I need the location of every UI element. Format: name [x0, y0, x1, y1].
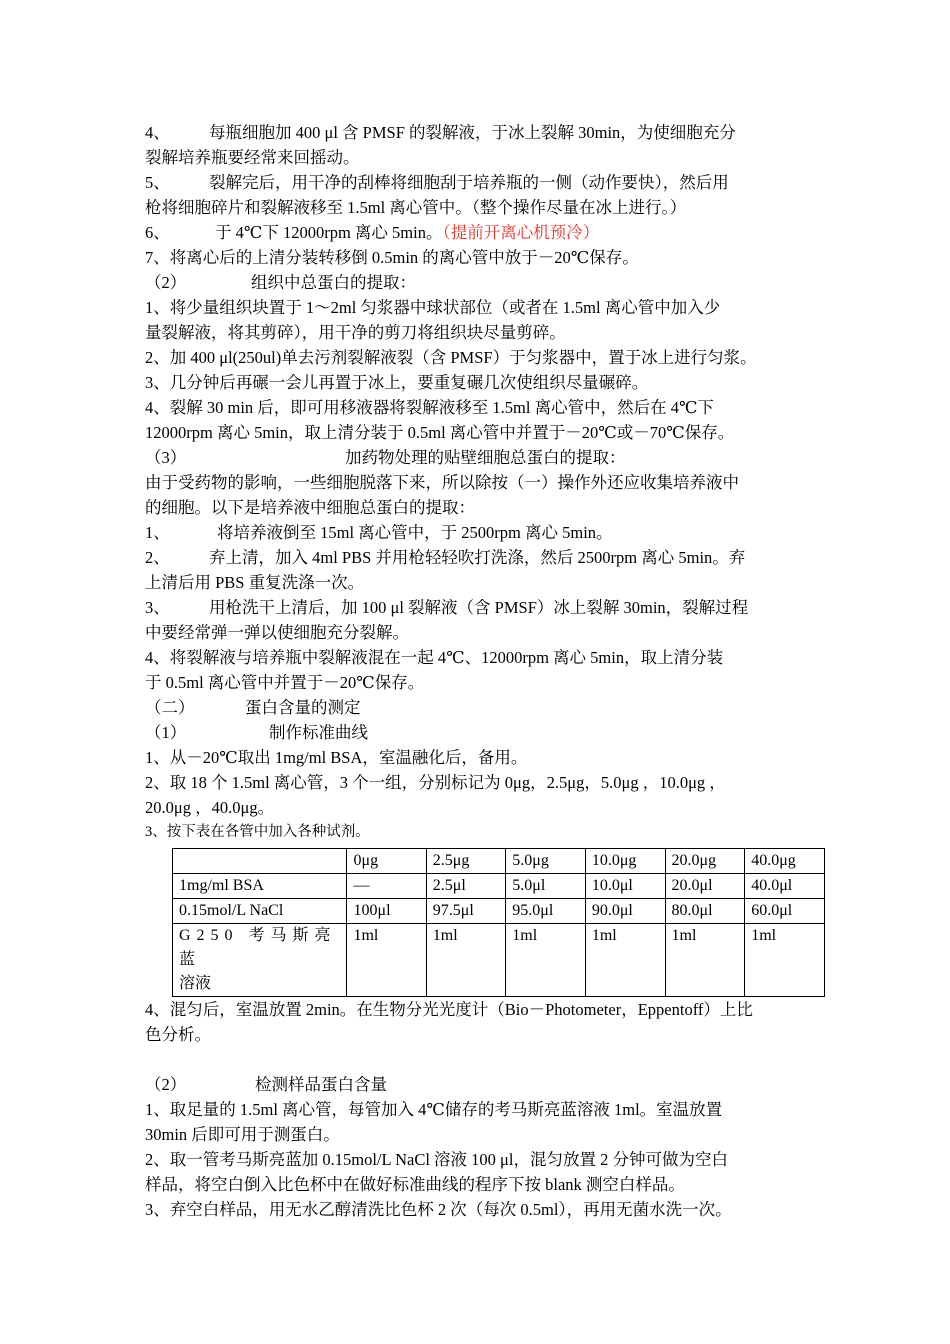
- step-6: 6、 于 4℃下 12000rpm 离心 5min。（提前开离心机预冷）: [145, 223, 600, 242]
- subsection-1-heading: （1） 制作标准曲线: [145, 723, 368, 742]
- sample-step-2-cont: 样品，将空白倒入比色杯中在做好标准曲线的程序下按 blank 测空白样品。: [145, 1175, 685, 1194]
- table-cell: 20.0μg: [665, 849, 745, 874]
- table-cell: 1ml: [347, 924, 426, 997]
- tissue-step-1-cont: 量裂解液，将其剪碎），用干净的剪刀将组织块尽量剪碎。: [145, 323, 566, 342]
- document-page: [145, 120, 825, 1222]
- subsection-2-heading: （2） 检测样品蛋白含量: [145, 1075, 387, 1094]
- curve-step-4-cont: 色分析。: [145, 1025, 211, 1044]
- curve-step-4: 4、混匀后，室温放置 2min。在生物分光光度计（Bio－Photometer，Eppentoff）上比: [145, 1000, 753, 1019]
- table-cell: 2.5μl: [426, 874, 506, 899]
- table-cell: 97.5μl: [426, 899, 506, 924]
- table-cell: 95.0μl: [506, 899, 586, 924]
- table-cell: [173, 849, 347, 874]
- step-7: 7、将离心后的上清分装转移倒 0.5min 的离心管中放于－20℃保存。: [145, 248, 639, 267]
- table-cell: 1ml: [745, 924, 825, 997]
- sample-step-1-cont: 30min 后即可用于测蛋白。: [145, 1125, 340, 1144]
- table-row: [173, 924, 825, 997]
- drug-step-4: 4、将裂解液与培养瓶中裂解液混在一起 4℃、12000rpm 离心 5min，取上清分装: [145, 648, 724, 667]
- drug-step-1: 1、 将培养液倒至 15ml 离心管中，于 2500rpm 离心 5min。: [145, 523, 613, 542]
- table-cell: 10.0μl: [585, 874, 665, 899]
- precool-note: （提前开离心机预冷）: [442, 223, 600, 242]
- table-cell: 60.0μl: [745, 899, 825, 924]
- tissue-step-4: 4、裂解 30 min 后，即可用移液器将裂解液移至 1.5ml 离心管中，然后在 4℃下: [145, 398, 714, 417]
- sample-step-2: 2、取一管考马斯亮蓝加 0.15mol/L NaCl 溶液 100 μl，混匀放置 2 分钟可做为空白: [145, 1150, 728, 1169]
- table-cell: 5.0μl: [506, 874, 586, 899]
- curve-step-2: 2、取 18 个 1.5ml 离心管，3 个一组，分别标记为 0μg，2.5μg，5.0μg ，10.0μg ，: [145, 773, 726, 792]
- tissue-step-3: 3、几分钟后再碾一会儿再置于冰上，要重复碾几次使组织尽量碾碎。: [145, 373, 649, 392]
- table-cell: 1ml: [506, 924, 586, 997]
- drug-step-4-cont: 于 0.5ml 离心管中并置于－20℃保存。: [145, 673, 425, 692]
- tissue-step-4-cont: 12000rpm 离心 5min，取上清分装于 0.5ml 离心管中并置于－20℃或－70℃保存。: [145, 423, 735, 442]
- table-cell: 1ml: [665, 924, 745, 997]
- table-cell: 1ml: [585, 924, 665, 997]
- reagent-table: [172, 848, 825, 997]
- sample-step-1: 1、取足量的 1.5ml 离心管，每管加入 4℃储存的考马斯亮蓝溶液 1ml。室温放置: [145, 1100, 723, 1119]
- section-3-intro-cont: 的细胞。以下是培养液中细胞总蛋白的提取：: [145, 498, 475, 517]
- curve-step-3: 3、按下表在各管中加入各种试剂。: [145, 824, 370, 840]
- part-two-heading: （二） 蛋白含量的测定: [145, 698, 361, 717]
- step-4: 4、 每瓶细胞加 400 μl 含 PMSF 的裂解液，于冰上裂解 30min，为使细胞充分: [145, 123, 736, 142]
- table-cell: 5.0μg: [506, 849, 586, 874]
- table-cell: 20.0μl: [665, 874, 745, 899]
- sample-step-3: 3、弃空白样品，用无水乙醇清洗比色杯 2 次（每次 0.5ml），再用无菌水洗一次。: [145, 1200, 732, 1219]
- drug-step-3-cont: 中要经常弹一弹以使细胞充分裂解。: [145, 623, 409, 642]
- table-cell: 40.0μl: [745, 874, 825, 899]
- tissue-step-2: 2、加 400 μl(250ul)单去污剂裂解液裂（含 PMSF）于匀浆器中，置于冰上进行匀浆。: [145, 348, 757, 367]
- curve-step-2-cont: 20.0μg ，40.0μg。: [145, 798, 275, 817]
- curve-step-1: 1、从－20℃取出 1mg/ml BSA，室温融化后，备用。: [145, 748, 528, 767]
- drug-step-2: 2、 弃上清，加入 4ml PBS 并用枪轻轻吹打洗涤，然后 2500rpm 离心 5min。弃: [145, 548, 746, 567]
- spacer: [145, 1047, 825, 1072]
- section-3-intro: 由于受药物的影响，一些细胞脱落下来，所以除按（一）操作外还应收集培养液中: [145, 473, 739, 492]
- table-cell: 90.0μl: [585, 899, 665, 924]
- tissue-step-1: 1、将少量组织块置于 1～2ml 匀浆器中球状部位（或者在 1.5ml 离心管中加入少: [145, 298, 721, 317]
- table-cell: 80.0μl: [665, 899, 745, 924]
- table-cell: 40.0μg: [745, 849, 825, 874]
- table-cell: 2.5μg: [426, 849, 506, 874]
- section-2-heading: （2） 组织中总蛋白的提取：: [145, 273, 416, 292]
- step-5-cont: 枪将细胞碎片和裂解液移至 1.5ml 离心管中。（整个操作尽量在冰上进行。）: [145, 198, 687, 217]
- table-header-row: [173, 849, 825, 874]
- table-row: [173, 874, 825, 899]
- table-cell: 1ml: [426, 924, 506, 997]
- table-cell: G250 考马斯亮蓝 溶液: [173, 924, 347, 997]
- step-5: 5、 裂解完后，用干净的刮棒将细胞刮于培养瓶的一侧（动作要快），然后用: [145, 173, 729, 192]
- table-row: [173, 899, 825, 924]
- step-4-cont: 裂解培养瓶要经常来回摇动。: [145, 148, 360, 167]
- table-cell: 0.15mol/L NaCl: [173, 899, 347, 924]
- drug-step-2-cont: 上清后用 PBS 重复洗涤一次。: [145, 573, 365, 592]
- table-cell: 0μg: [347, 849, 426, 874]
- table-cell: 100μl: [347, 899, 426, 924]
- table-cell: —: [347, 874, 426, 899]
- table-cell: 10.0μg: [585, 849, 665, 874]
- drug-step-3: 3、 用枪洗干上清后，加 100 μl 裂解液（含 PMSF）冰上裂解 30min，裂解过程: [145, 598, 749, 617]
- section-3-heading: （3） 加药物处理的贴壁细胞总蛋白的提取：: [145, 448, 626, 467]
- table-cell: 1mg/ml BSA: [173, 874, 347, 899]
